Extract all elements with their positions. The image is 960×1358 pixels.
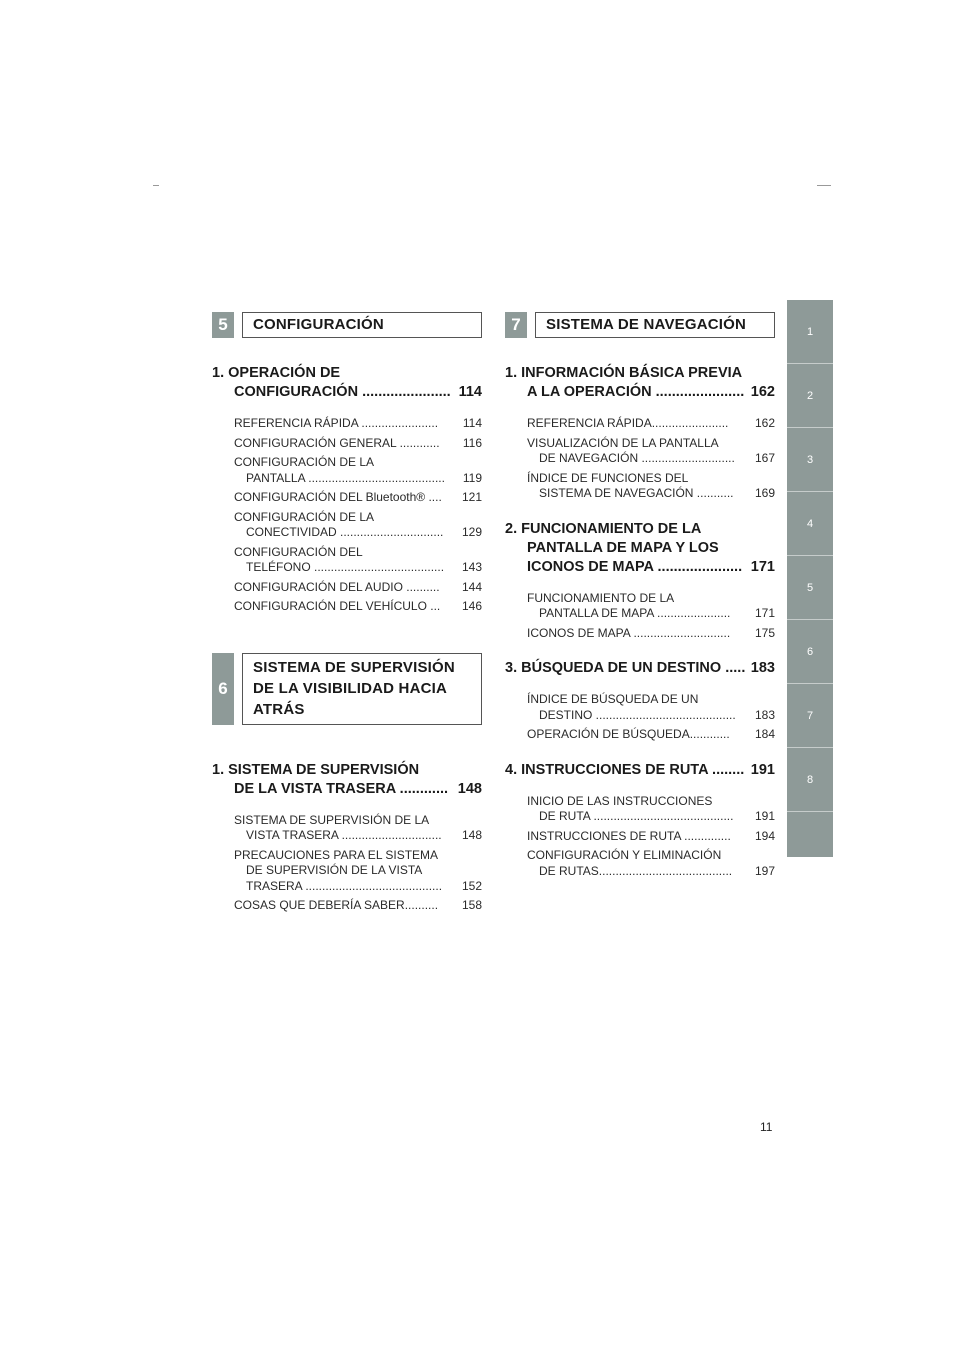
toc-entry[interactable] bbox=[527, 727, 775, 743]
section-header-6 bbox=[212, 653, 482, 725]
entry-text: ÍNDICE DE FUNCIONES DEL SISTEMA DE NAVEGACIÓN ........... bbox=[527, 470, 734, 500]
entry-page: 116 bbox=[462, 435, 482, 450]
entry-text: PRECAUCIONES PARA EL SISTEMA DE SUPERVISIÓN DE LA VISTA TRASERA ......................................... bbox=[234, 847, 443, 893]
entry-page: 129 bbox=[461, 525, 482, 539]
entry-text: CONFIGURACIÓN DEL VEHÍCULO ... bbox=[234, 599, 441, 613]
chapter-tab-5[interactable]: 5 bbox=[787, 556, 833, 620]
entry-text: INSTRUCCIONES DE RUTA .............. bbox=[527, 828, 731, 843]
toc-entry[interactable] bbox=[527, 436, 775, 467]
toc-entry[interactable] bbox=[234, 436, 482, 452]
chapter-tab-strip bbox=[787, 300, 833, 857]
chapter-page: 183 bbox=[750, 660, 775, 676]
toc-entry[interactable] bbox=[234, 510, 482, 541]
entry-text: REFERENCIA RÁPIDA ....................... bbox=[234, 416, 439, 430]
entry-text: OPERACIÓN DE BÚSQUEDA............ bbox=[527, 727, 730, 741]
entry-page: 171 bbox=[754, 606, 775, 620]
chapter-title: 2. FUNCIONAMIENTO DE LA PANTALLA DE MAPA Y LOS ICONOS DE MAPA ..................... bbox=[505, 520, 743, 575]
chapter-page: 114 bbox=[458, 384, 482, 400]
chapter-tab-3[interactable]: 3 bbox=[787, 428, 833, 492]
entry-page: 121 bbox=[461, 490, 482, 504]
toc-entry[interactable] bbox=[527, 591, 775, 622]
entry-text: CONFIGURACIÓN Y ELIMINACIÓN DE RUTAS........................................ bbox=[527, 848, 733, 878]
toc-entry[interactable] bbox=[234, 848, 482, 895]
section-number: 7 bbox=[505, 312, 527, 338]
toc-entry[interactable] bbox=[234, 416, 482, 432]
entry-page: 169 bbox=[754, 486, 775, 500]
chapter-tab-6[interactable]: 6 bbox=[787, 620, 833, 684]
chapter-tab-4[interactable]: 4 bbox=[787, 492, 833, 556]
toc-entry[interactable] bbox=[234, 599, 482, 615]
entry-page: 119 bbox=[462, 470, 482, 485]
entry-page: 197 bbox=[754, 863, 775, 878]
entry-page: 114 bbox=[462, 416, 482, 430]
entry-page: 152 bbox=[461, 878, 482, 893]
entry-text: CONFIGURACIÓN DEL Bluetooth® .... bbox=[234, 490, 442, 504]
toc-entry[interactable] bbox=[527, 471, 775, 502]
entry-text: VISUALIZACIÓN DE LA PANTALLA DE NAVEGACIÓN ............................ bbox=[527, 435, 735, 465]
page-number: 11 bbox=[760, 1120, 773, 1134]
entry-page: 158 bbox=[461, 898, 482, 912]
section-title: CONFIGURACIÓN bbox=[242, 312, 482, 338]
entry-page: 175 bbox=[754, 625, 775, 640]
entry-text: COSAS QUE DEBERÍA SABER.......... bbox=[234, 898, 439, 912]
entry-text: CONFIGURACIÓN GENERAL ............ bbox=[234, 435, 440, 450]
entry-text: ÍNDICE DE BÚSQUEDA DE UN DESTINO .......................................... bbox=[527, 692, 736, 722]
entry-page: 167 bbox=[754, 451, 775, 465]
entry-page: 183 bbox=[754, 707, 775, 722]
toc-entry[interactable] bbox=[527, 829, 775, 845]
toc-entry[interactable] bbox=[527, 692, 775, 723]
section-title: SISTEMA DE SUPERVISIÓN DE LA VISIBILIDAD HACIA ATRÁS bbox=[242, 653, 482, 725]
entry-page: 191 bbox=[754, 809, 775, 823]
chapter-heading[interactable] bbox=[505, 761, 775, 780]
entry-page: 184 bbox=[754, 727, 775, 741]
section-number: 5 bbox=[212, 312, 234, 338]
section-header-7 bbox=[505, 312, 775, 338]
chapter-tab-7[interactable]: 7 bbox=[787, 684, 833, 748]
chapter-heading[interactable] bbox=[505, 520, 775, 577]
left-column bbox=[212, 312, 482, 918]
entry-page: 194 bbox=[754, 828, 775, 843]
crop-mark-left bbox=[153, 185, 159, 186]
entry-page: 148 bbox=[461, 828, 482, 842]
entry-text: FUNCIONAMIENTO DE LA PANTALLA DE MAPA ...................... bbox=[527, 590, 731, 620]
toc-entry[interactable] bbox=[527, 626, 775, 642]
entry-text: INICIO DE LAS INSTRUCCIONES DE RUTA .......................................... bbox=[527, 793, 734, 823]
entry-text: ICONOS DE MAPA ............................. bbox=[527, 625, 731, 640]
chapter-heading[interactable] bbox=[505, 364, 775, 402]
toc-entry[interactable] bbox=[527, 848, 775, 879]
entry-text: CONFIGURACIÓN DEL TELÉFONO ....................................... bbox=[234, 544, 445, 574]
toc-entry[interactable] bbox=[234, 545, 482, 576]
chapter-title: 4. INSTRUCCIONES DE RUTA ........ bbox=[505, 761, 745, 778]
chapter-title: 1. INFORMACIÓN BÁSICA PREVIA A LA OPERACIÓN ...................... bbox=[505, 365, 745, 400]
chapter-heading[interactable] bbox=[212, 761, 482, 799]
entry-text: CONFIGURACIÓN DE LA CONECTIVIDAD ............................... bbox=[234, 509, 444, 539]
toc-entry[interactable] bbox=[234, 580, 482, 596]
chapter-heading[interactable] bbox=[505, 659, 775, 678]
chapter-tab-8[interactable]: 8 bbox=[787, 748, 833, 812]
toc-entry[interactable] bbox=[234, 455, 482, 486]
chapter-tab-1[interactable]: 1 bbox=[787, 300, 833, 364]
toc-entry[interactable] bbox=[234, 813, 482, 844]
chapter-page: 148 bbox=[457, 780, 482, 797]
chapter-title: 3. BÚSQUEDA DE UN DESTINO ..... bbox=[505, 660, 746, 676]
section-number: 6 bbox=[212, 653, 234, 725]
entry-page: 162 bbox=[754, 416, 775, 430]
chapter-page: 171 bbox=[750, 558, 775, 575]
crop-mark-right bbox=[817, 185, 831, 186]
entry-text: CONFIGURACIÓN DE LA PANTALLA ......................................... bbox=[234, 455, 445, 485]
chapter-heading[interactable] bbox=[212, 364, 482, 402]
chapter-page: 191 bbox=[750, 761, 775, 778]
entry-page: 144 bbox=[461, 579, 482, 594]
toc-entry[interactable] bbox=[234, 490, 482, 506]
right-column bbox=[505, 312, 775, 883]
entry-text: SISTEMA DE SUPERVISIÓN DE LA VISTA TRASERA .............................. bbox=[234, 812, 442, 842]
section-title: SISTEMA DE NAVEGACIÓN bbox=[535, 312, 775, 338]
toc-entry[interactable] bbox=[527, 794, 775, 825]
chapter-title: 1. OPERACIÓN DE CONFIGURACIÓN ...................... bbox=[212, 365, 451, 400]
entry-text: REFERENCIA RÁPIDA....................... bbox=[527, 416, 729, 430]
toc-entry[interactable] bbox=[234, 898, 482, 914]
chapter-page: 162 bbox=[750, 384, 775, 400]
toc-entry[interactable] bbox=[527, 416, 775, 432]
chapter-title: 1. SISTEMA DE SUPERVISIÓN DE LA VISTA TRASERA ............ bbox=[212, 761, 449, 797]
section-header-5 bbox=[212, 312, 482, 338]
entry-page: 146 bbox=[461, 599, 482, 613]
chapter-tab-2[interactable]: 2 bbox=[787, 364, 833, 428]
entry-text: CONFIGURACIÓN DEL AUDIO .......... bbox=[234, 579, 440, 594]
entry-page: 143 bbox=[461, 560, 482, 574]
